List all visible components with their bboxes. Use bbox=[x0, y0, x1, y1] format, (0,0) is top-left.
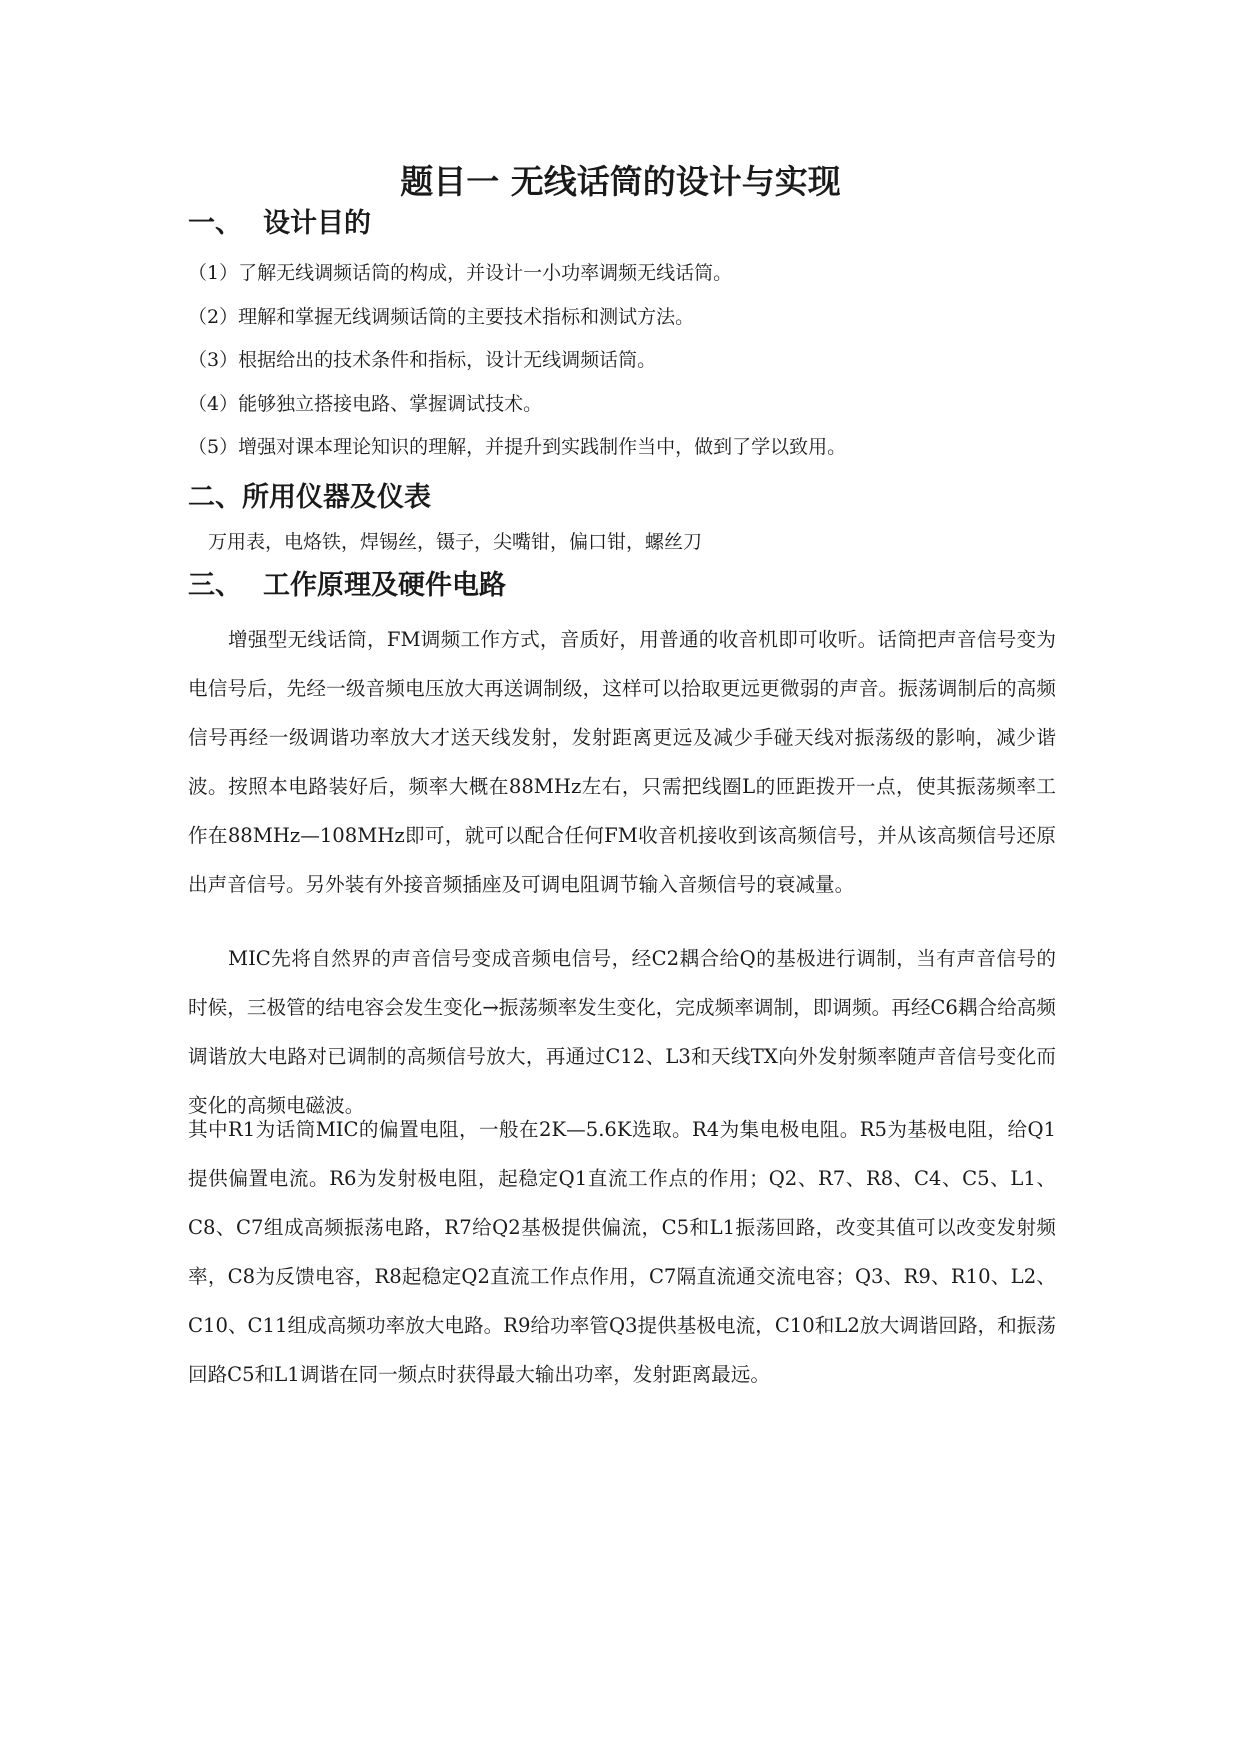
section-heading-3 bbox=[188, 568, 506, 604]
section-number: 一、 bbox=[188, 208, 242, 239]
section-title: 工作原理及硬件电路 bbox=[263, 570, 506, 601]
list-item: （5）增强对课本理论知识的理解，并提升到实践制作当中，做到了学以致用。 bbox=[188, 436, 847, 458]
list-item: （4）能够独立搭接电路、掌握调试技术。 bbox=[188, 393, 543, 415]
section-number: 二、 bbox=[188, 482, 242, 513]
section-heading-2 bbox=[188, 480, 431, 516]
body-paragraph-2: MIC先将自然界的声音信号变成音频电信号，经C2耦合给Q的基极进行调制，当有声音信号的时候，三极管的结电容会发生变化→振荡频率发生变化，完成频率调制，即调频。再经C6耦合给高频调谐放大电路对已调制的高频信号放大，再通过C12、L3和天线TX向外发射频率随声音信号变化而变化的高频电磁波。 bbox=[188, 947, 1056, 1117]
list-item: （1）了解无线调频话筒的构成，并设计一小功率调频无线话筒。 bbox=[188, 262, 733, 284]
instrument-list: 万用表，电烙铁，焊锡丝，镊子，尖嘴钳，偏口钳，螺丝刀 bbox=[208, 531, 703, 553]
list-item: （2）理解和掌握无线调频话筒的主要技术指标和测试方法。 bbox=[188, 306, 695, 328]
body-paragraph-3: 其中R1为话筒MIC的偏置电阻，一般在2K—5.6K选取。R4为集电极电阻。R5为基极电阻，给Q1提供偏置电流。R6为发射极电阻，起稳定Q1直流工作点的作用；Q2、R7、R8、C4、C5、L1、C8、C7组成高频振荡电路，R7给Q2基极提供偏流，C5和L1振荡回路，改变其值可以改变发射频率，C8为反馈电容，R8起稳定Q2直流工作点作用，C7隔直流通交流电容；Q3、R9、R10、L2、C10、C11组成高频功率放大电路。R9给功率管Q3提供基极电流，C10和L2放大调谐回路，和振荡回路C5和L1调谐在同一频点时获得最大输出功率，发射距离最远。 bbox=[188, 1118, 1056, 1386]
section-number: 三、 bbox=[188, 570, 242, 601]
body-paragraph-1: 增强型无线话筒，FM调频工作方式，音质好，用普通的收音机即可收听。话筒把声音信号变为电信号后，先经一级音频电压放大再送调制级，这样可以拾取更远更微弱的声音。振荡调制后的高频信号再经一级调谐功率放大才送天线发射，发射距离更远及减少手碰天线对振荡级的影响，减少谐波。按照本电路装好后，频率大概在88MHz左右，只需把线圈L的匝距拨开一点，使其振荡频率工作在88MHz—108MHz即可，就可以配合任何FM收音机接收到该高频信号，并从该高频信号还原出声音信号。另外装有外接音频插座及可调电阻调节输入音频信号的衰减量。 bbox=[188, 628, 1056, 896]
section-title: 所用仪器及仪表 bbox=[242, 482, 431, 513]
section-heading-1 bbox=[188, 206, 371, 242]
list-item: （3）根据给出的技术条件和指标，设计无线调频话筒。 bbox=[188, 349, 657, 371]
page-title: 题目一 无线话筒的设计与实现 bbox=[400, 162, 841, 201]
section-title: 设计目的 bbox=[263, 208, 371, 239]
